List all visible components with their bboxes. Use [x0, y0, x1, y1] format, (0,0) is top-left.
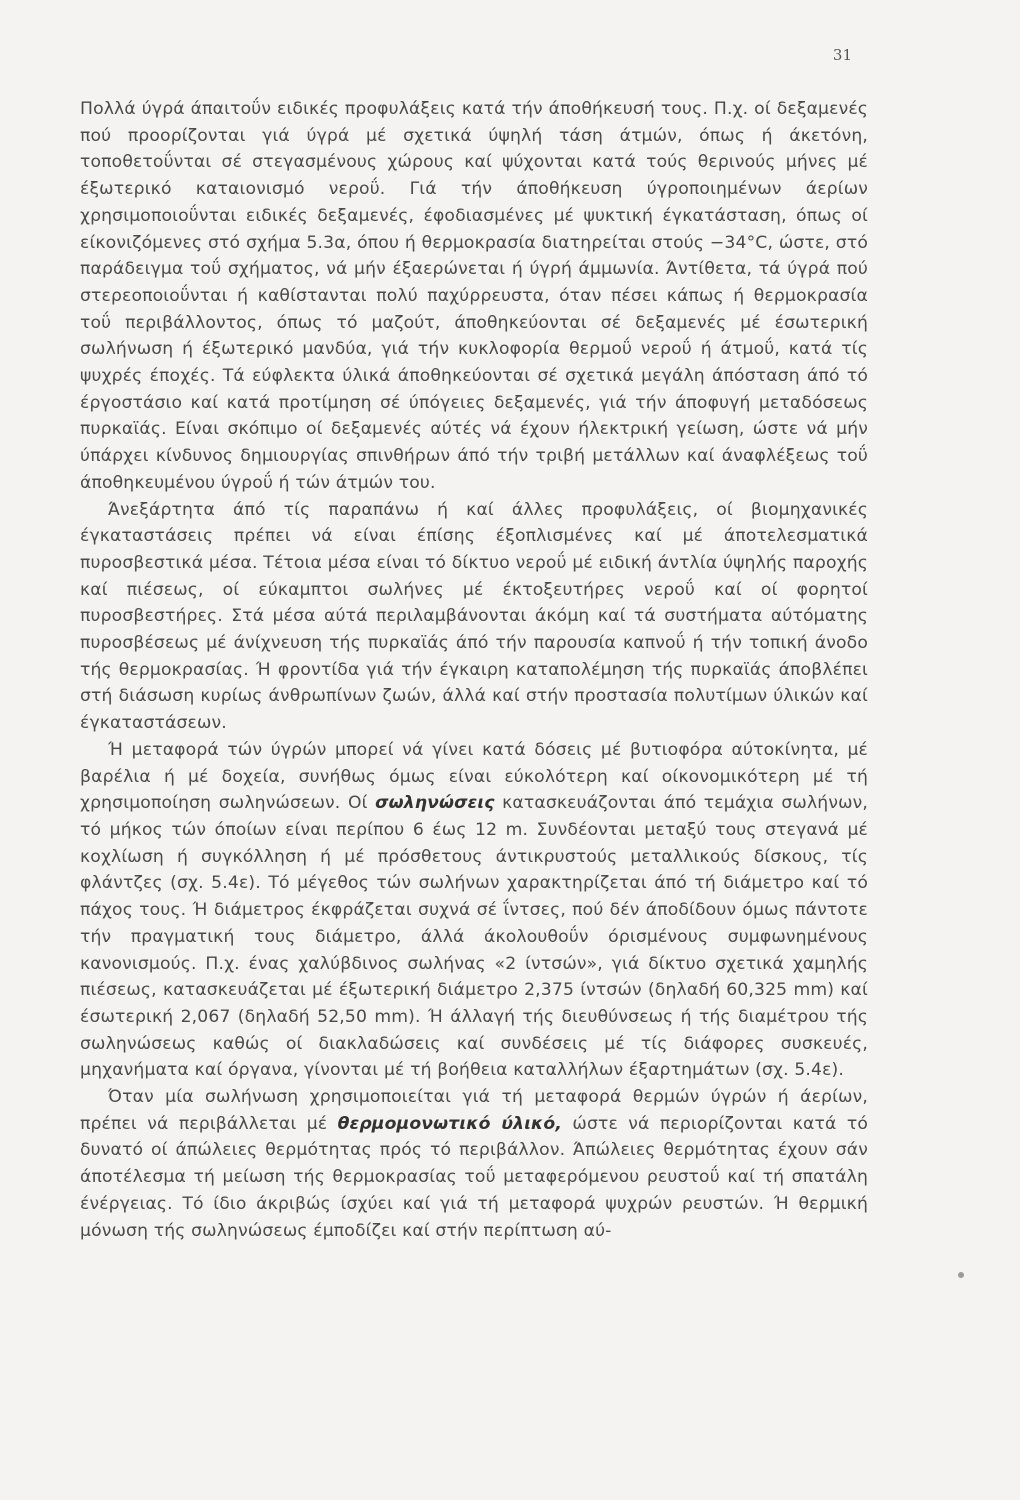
- paragraph-insulation-text-end: ώστε νά περιορίζονται κατά τό δυνατό οί άπώλειες θερμότητας πρός τό περιβάλλον. Άπώλειες θερμότητας έχουν σάν άποτέλεσμα τή μείωση τής θερμοκρασίας τοΰ μεταφερόμενου ρευστοΰ καί τή σπατάλη ένέργειας. Τό ίδιο άκριβώς ίσχύει καί γιά τή μεταφορά ψυχρών ρευστών. Ή θερμική μόνωση τής σωληνώσεως έμποδίζει καί στήν περίπτωση αύ-: [80, 1113, 868, 1241]
- emphasis-term-insulation: θερμομονωτικό ύλικό,: [337, 1113, 563, 1134]
- emphasis-term-pipelines: σωληνώσεις: [375, 793, 495, 814]
- body-text: [80, 96, 868, 1244]
- margin-dot-mark: [958, 1272, 964, 1278]
- paragraph-insulation-text-start: Όταν μία σωλήνωση χρησιμοποιείται γιά τή μεταφορά θερμών ύγρών ή άερίων, πρέπει νά περιβάλλεται μέ: [80, 1087, 868, 1134]
- page-number: 31: [832, 46, 852, 64]
- paragraph-pipelines: [80, 737, 868, 1084]
- paragraph-insulation: [80, 1084, 868, 1244]
- paragraph-storage-precautions: Πολλά ύγρά άπαιτοΰν ειδικές προφυλάξεις κατά τήν άποθήκευσή τους. Π.χ. οί δεξαμενές πού προορίζονται γιά ύγρά μέ σχετικά ύψηλή τάση άτμών, όπως ή άκετόνη, τοποθετοΰνται σέ στεγασμένους χώρους καί ψύχονται κατά τούς θερινούς μήνες μέ έξωτερικό καταιονισμό νεροΰ. Γιά τήν άποθήκευση ύγροποιημένων άερίων χρησιμοποιοΰνται ειδικές δεξαμενές, έφοδιασμένες μέ ψυκτική έγκατάσταση, όπως οί είκονιζόμενες στό σχήμα 5.3α, όπου ή θερμοκρασία διατηρείται στούς −34°C, ώστε, στό παράδειγμα τοΰ σχήματος, νά μήν έξαερώνεται ή ύγρή άμμωνία. Άντίθετα, τά ύγρά πού στερεοποιοΰνται ή καθίστανται πολύ παχύρρευστα, όταν πέσει κάπως ή θερμοκρασία τοΰ περιβάλλοντος, όπως τό μαζούτ, άποθηκεύονται σέ δεξαμενές μέ έσωτερική σωλήνωση ή έξωτερικό μανδύα, γιά τήν κυκλοφορία θερμοΰ νεροΰ ή άτμοΰ, κατά τίς ψυχρές έποχές. Τά εύφλεκτα ύλικά άποθηκεύονται σέ σχετικά μεγάλη άπόσταση άπό τό έργοστάσιο καί κατά προτίμηση σέ ύπόγειες δεξαμενές, γιά τήν άποφυγή μεταδόσεως πυρκαϊάς. Είναι σκόπιμο οί δεξαμενές αύτές νά έχουν ήλεκτρική γείωση, ώστε νά μήν ύπάρχει κίνδυνος δημιουργίας σπινθήρων άπό τήν τριβή μετάλλων καί άναφλέξεως τοΰ άποθηκευμένου ύγροΰ ή τών άτμών του.: [80, 99, 868, 493]
- paragraph-fire-protection: Άνεξάρτητα άπό τίς παραπάνω ή καί άλλες προφυλάξεις, οί βιομηχανικές έγκαταστάσεις πρέπει νά είναι έπίσης έξοπλισμένες καί μέ άποτελεσματικά πυροσβεστικά μέσα. Τέτοια μέσα είναι τό δίκτυο νεροΰ μέ ειδική άντλία ύψηλής παροχής καί πιέσεως, οί εύκαμπτοι σωλήνες μέ έκτοξευτήρες νεροΰ καί οί φορητοί πυροσβεστήρες. Στά μέσα αύτά περιλαμβάνονται άκόμη καί τά συστήματα αύτόματης πυροσβέσεως μέ άνίχνευση τής πυρκαϊάς άπό τήν παρουσία καπνοΰ ή τήν τοπική άνοδο τής θερμοκρασίας. Ή φροντίδα γιά τήν έγκαιρη καταπολέμηση τής πυρκαϊάς άποβλέπει στή διάσωση κυρίως άνθρωπίνων ζωών, άλλά καί στήν προστασία πολυτίμων ύλικών καί έγκαταστάσεων.: [80, 499, 868, 734]
- paragraph-pipelines-text-start: Ή μεταφορά τών ύγρών μπορεί νά γίνει κατά δόσεις μέ βυτιοφόρα αύτοκίνητα, μέ βαρέλια ή μέ δοχεία, συνήθως όμως είναι εύκολότερη καί οίκονομικότερη μέ τή χρησιμοποίηση σωληνώσεων. Οί: [80, 739, 868, 814]
- paragraph-pipelines-text-end: κατασκευάζονται άπό τεμάχια σωλήνων, τό μήκος τών όποίων είναι περίπου 6 έως 12 m. Συνδέονται μεταξύ τους στεγανά μέ κοχλίωση ή συγκόλληση ή μέ πρόσθετους άντικρυστούς μεταλλικούς δίσκους, τίς φλάντζες (σχ. 5.4ε). Τό μέγεθος τών σωλήνων χαρακτηρίζεται άπό τή διάμετρο καί τό πάχος τους. Ή διάμετρος έκφράζεται συχνά σέ ΐντσες, πού δέν άποδίδουν όμως πάντοτε τήν πραγματική τους διάμετρο, άλλά άκολουθοΰν όρισμένους συμφωνημένους κανονισμούς. Π.χ. ένας χαλύβδινος σωλήνας «2 ίντσών», γιά δίκτυο σχετικά χαμηλής πιέσεως, κατασκευάζεται μέ έξωτερική διάμετρο 2,375 ίντσών (δηλαδή 60,325 mm) καί έσωτερική 2,067 (δηλαδή 52,50 mm). Ή άλλαγή τής διευθύνσεως ή τής διαμέτρου τής σωληνώσεως καθώς οί διακλαδώσεις καί συνδέσεις μέ τίς διάφορες συσκευές, μηχανήματα καί όργανα, γίνονται μέ τή βοήθεια καταλλήλων έξαρτημάτων (σχ. 5.4ε).: [80, 793, 868, 1081]
